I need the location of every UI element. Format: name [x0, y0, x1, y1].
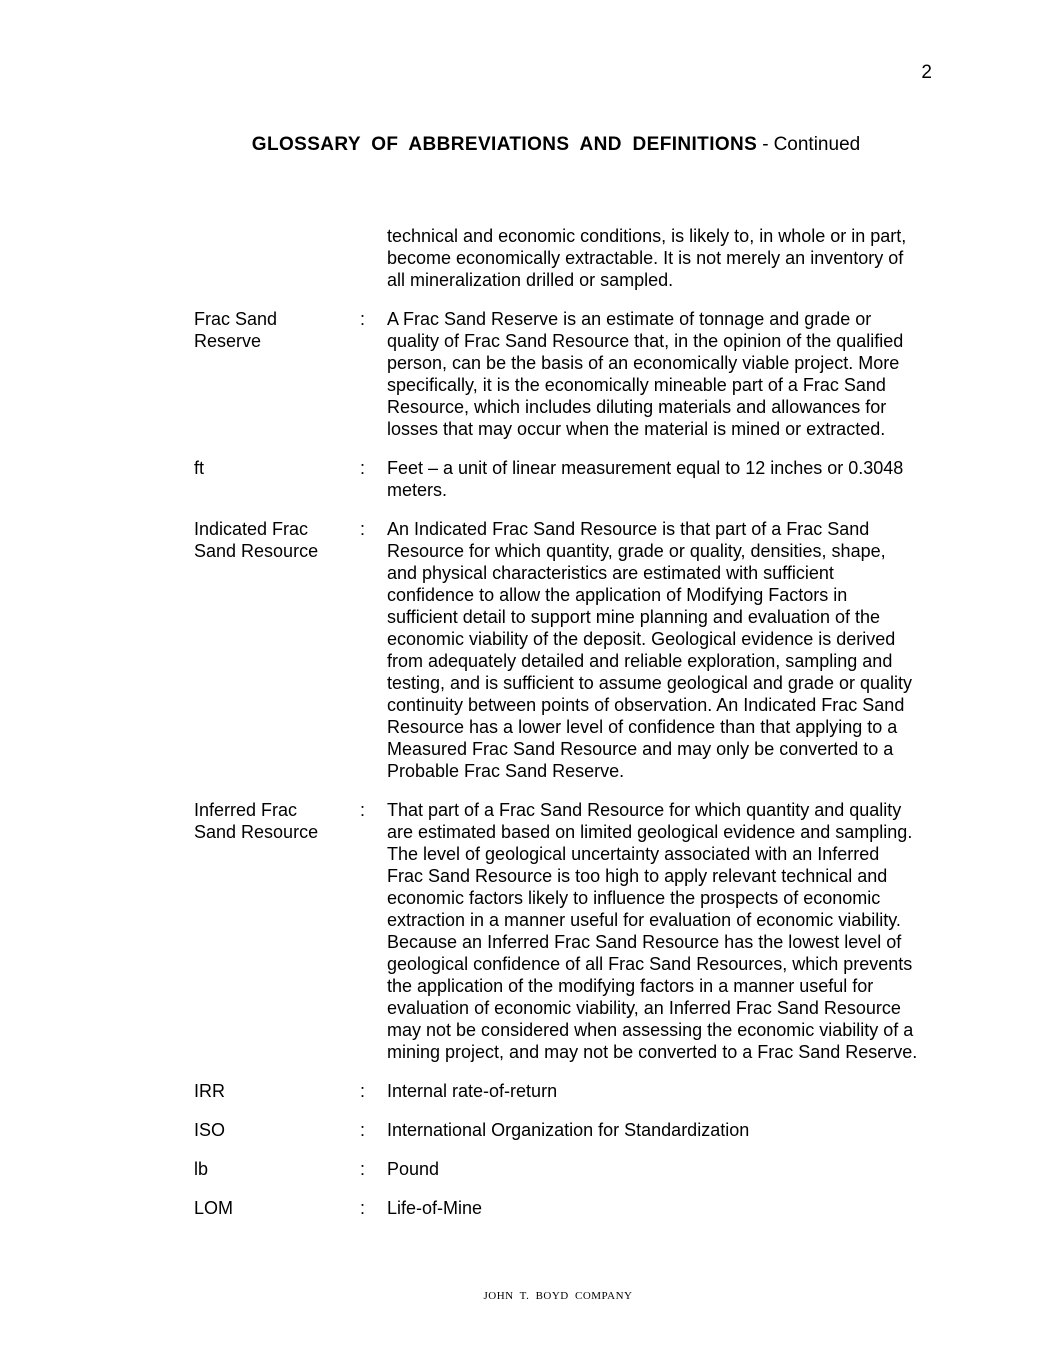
- glossary-definition: Feet – a unit of linear measurement equal to 12 inches or 0.3048 meters.: [387, 458, 904, 500]
- glossary-definition: Life-of-Mine: [387, 1198, 483, 1218]
- glossary-definition: Pound: [387, 1159, 440, 1179]
- glossary-definition: Internal rate-of-return: [387, 1081, 558, 1101]
- glossary-colon: :: [360, 1120, 366, 1140]
- glossary-entry-indicated-frac-sand-resource: [194, 518, 964, 782]
- glossary-definition: International Organization for Standardization: [387, 1120, 750, 1140]
- glossary-term: LOM: [194, 1198, 234, 1218]
- glossary-definition: That part of a Frac Sand Resource for which quantity and quality are estimated based on limited geological evidence and sampling. The level of geological uncertainty associated with an Inferred Frac Sand Resource is too high to apply relevant technical and economic factors likely to influence the prospects of economic extraction in a manner useful for evaluation of economic viability. Because an Inferred Frac Sand Resource has the lowest level of geological confidence of all Frac Sand Resources, which prevents the application of the modifying factors in a manner useful for evaluation of economic viability, an Inferred Frac Sand Resource may not be considered when assessing the economic viability of a mining project, and may not be converted to a Frac Sand Reserve.: [387, 800, 918, 1062]
- glossary-entry-irr: [194, 1080, 964, 1102]
- title-separator: -: [762, 134, 769, 155]
- glossary-term: ISO: [194, 1120, 226, 1140]
- glossary-colon: :: [360, 309, 366, 329]
- glossary-entry-iso: [194, 1119, 964, 1141]
- glossary-entry-frac-sand-reserve: [194, 308, 964, 440]
- title-main: GLOSSARY OF ABBREVIATIONS AND DEFINITIONS: [251, 134, 758, 155]
- page-footer: JOHN T. BOYD COMPANY: [483, 1290, 633, 1302]
- glossary-entry-lb: [194, 1158, 964, 1180]
- glossary-term: Frac Sand Reserve: [194, 309, 278, 351]
- glossary-colon: :: [360, 1198, 366, 1218]
- glossary-definition: An Indicated Frac Sand Resource is that part of a Frac Sand Resource for which quantity, grade or quality, densities, shape, and physical characteristics are estimated with sufficient confidence to allow the application of Modifying Factors in sufficient detail to support mine planning and evaluation of the economic viability of the deposit. Geological evidence is derived from adequately detailed and reliable exploration, sampling and testing, and is sufficient to assume geological and grade or quality continuity between points of observation. An Indicated Frac Sand Resource has a lower level of confidence than that applying to a Measured Frac Sand Resource and may only be converted to a Probable Frac Sand Reserve.: [387, 519, 912, 781]
- glossary-colon: :: [360, 1081, 366, 1101]
- title-suffix: Continued: [773, 134, 861, 155]
- glossary-entry-inferred-frac-sand-resource: [194, 799, 964, 1063]
- glossary-entry-continued: [194, 225, 964, 291]
- glossary-list: [194, 225, 964, 1236]
- glossary-entry-ft: [194, 457, 964, 501]
- glossary-definition: technical and economic conditions, is likely to, in whole or in part, become economically extractable. It is not merely an inventory of all mineralization drilled or sampled.: [387, 226, 907, 290]
- glossary-colon: :: [360, 800, 366, 820]
- glossary-definition: A Frac Sand Reserve is an estimate of tonnage and grade or quality of Frac Sand Resource that, in the opinion of the qualified person, can be the basis of an economically viable project. More specifically, it is the economically mineable part of a Frac Sand Resource, which includes diluting materials and allowances for losses that may occur when the material is mined or extracted.: [387, 309, 904, 439]
- glossary-term: IRR: [194, 1081, 225, 1101]
- page-number: 2: [921, 62, 932, 83]
- glossary-entry-lom: [194, 1197, 964, 1219]
- page-title: [0, 134, 1055, 156]
- glossary-colon: :: [360, 1159, 366, 1179]
- glossary-term: Inferred Frac Sand Resource: [194, 800, 319, 842]
- glossary-colon: :: [360, 458, 366, 478]
- glossary-colon: :: [360, 519, 366, 539]
- glossary-term: Indicated Frac Sand Resource: [194, 519, 319, 561]
- glossary-term: lb: [194, 1159, 209, 1179]
- glossary-term: ft: [194, 458, 205, 478]
